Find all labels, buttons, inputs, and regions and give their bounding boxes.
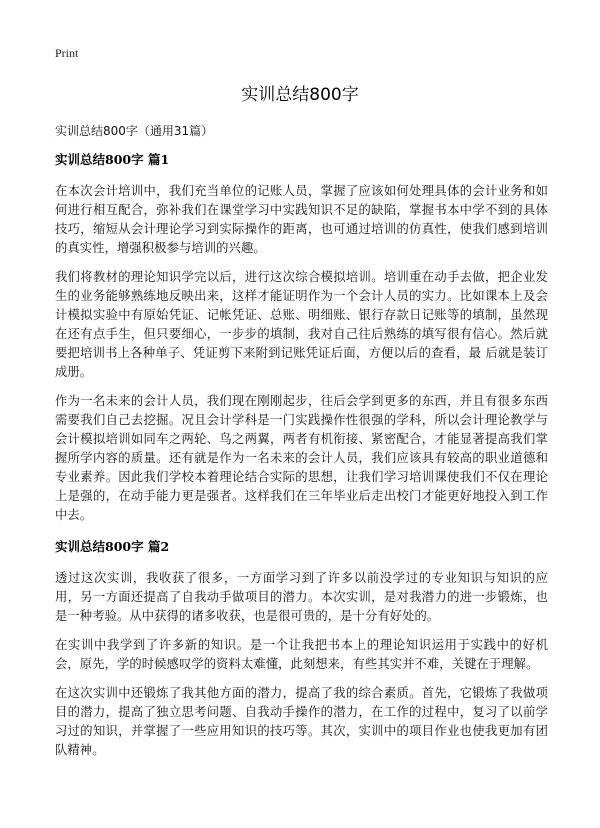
print-link[interactable]: Print: [55, 46, 79, 60]
article-content: [55, 150, 548, 772]
section-heading: 实训总结800字 篇1: [55, 152, 170, 167]
paragraph: 透过这次实训，我收获了很多，一方面学习到了许多以前没学过的专业知识与知识的应用，另一方面还提高了自我动手做项目的潜力。本次实训，是对我潜力的进一步锻炼，也是一种考验。从中获得的诸多收获，也是很可贵的，是十分有好处的。: [55, 571, 548, 623]
section-2: [55, 537, 548, 760]
paragraph: 在本次会计培训中，我们充当单位的记账人员，掌握了应该如何处理具体的会计业务和如何进行相互配合，弥补我们在课堂学习中实践知识不足的缺陷，掌握书本中学不到的具体技巧，缩短从会计理论学习到实际操作的距离，也可通过培训的仿真性，使我们感到培训的真实性，增强积极参与培训的兴趣。: [55, 184, 548, 255]
section-1: [55, 150, 548, 525]
document-subtitle: 实训总结800字（通用31篇）: [55, 124, 214, 138]
section-heading: 实训总结800字 篇2: [55, 539, 170, 554]
paragraph: 在这次实训中还锻炼了我其他方面的潜力，提高了我的综合素质。首先，它锻炼了我做项目的潜力，提高了独立思考问题、自我动手操作的潜力，在工作的过程中，复习了以前学习过的知识，并掌握了一些应用知识的技巧等。其次，实训中的项目作业也使我更加有团队精神。: [55, 686, 548, 757]
paragraph: 在实训中我学到了许多新的知识。是一个让我把书本上的理论知识运用于实践中的好机会，原先，学的时候感叹学的资料太难懂，此刻想来，有些其实并不难，关键在于理解。: [55, 638, 548, 671]
paragraph: 我们将教材的理论知识学完以后，进行这次综合模拟培训。培训重在动手去做，把企业发生的业务能够熟练地反映出来，这样才能证明作为一个会计人员的实力。比如课本上及会计模拟实验中有原始凭证、记帐凭证、总账、明细账、银行存款日记账等的填制，虽然现在还有点手生，但只要细心，一步步的填制，我对自己往后熟练的填写很有信心。然后就要把培训书上各种单子、凭证剪下来附到记账凭证后面，方便以后的查看，最 后就是装订成册。: [55, 270, 548, 379]
page-title: 实训总结800字: [241, 85, 359, 105]
paragraph: 作为一名未来的会计人员，我们现在刚刚起步，往后会学到更多的东西，并且有很多东西需要我们自己去挖掘。况且会计学科是一门实践操作性很强的学科，所以会计理论教学与会计模拟培训如同车之两轮、鸟之两翼，两者有机衔接、紧密配合，才能显著提高我们掌握所学内容的质量。还有就是作为一名未来的会计人员，我们应该具有较高的职业道德和专业素养。因此我们学校本着理论结合实际的思想，让我们学习培训课使我们不仅在理论上是强的，在动手能力更是强者。这样我们在三年毕业后走出校门才能更好地投入到工作中去。: [55, 394, 548, 522]
